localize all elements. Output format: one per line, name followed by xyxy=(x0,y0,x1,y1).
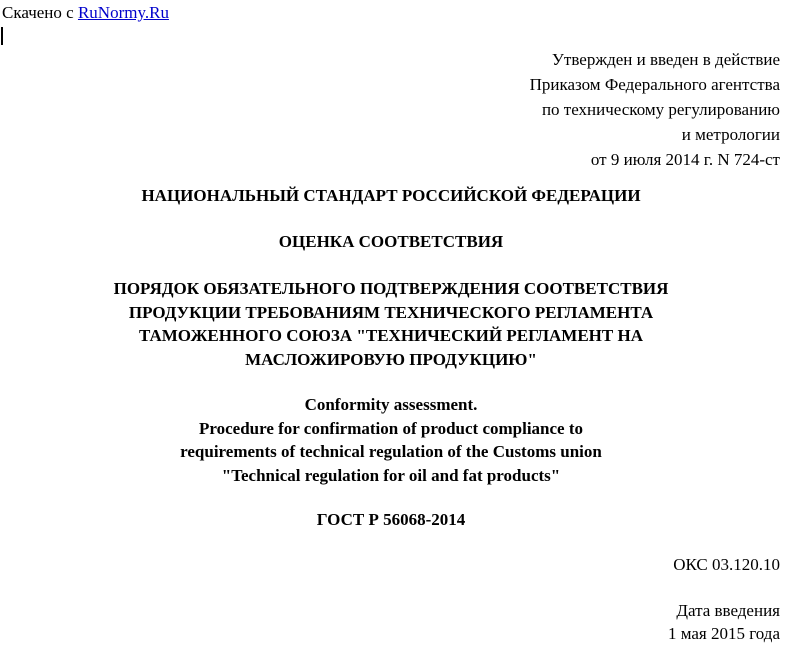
text-cursor xyxy=(1,27,3,45)
approval-line: Утвержден и введен в действие xyxy=(551,50,780,69)
assessment-text: ОЦЕНКА СООТВЕТСТВИЯ xyxy=(278,232,504,251)
introduction-label: Дата введения xyxy=(676,601,780,620)
oks-code: ОКС 03.120.10 xyxy=(673,555,780,574)
introduction-date-block xyxy=(668,599,780,645)
english-title xyxy=(0,393,782,487)
english-title-line: Conformity assessment. xyxy=(304,395,478,414)
approval-line: от 9 июля 2014 г. N 724-ст xyxy=(590,150,780,169)
introduction-date: 1 мая 2015 года xyxy=(667,624,780,643)
assessment-heading xyxy=(0,230,782,254)
main-title-line: ТАМОЖЕННОГО СОЮЗА "ТЕХНИЧЕСКИЙ РЕГЛАМЕНТ НА xyxy=(138,326,643,345)
main-title-line: ПОРЯДОК ОБЯЗАТЕЛЬНОГО ПОДТВЕРЖДЕНИЯ СООТВЕТСТВИЯ xyxy=(113,279,669,298)
approval-block xyxy=(530,47,780,172)
runormy-link[interactable]: RuNormy.Ru xyxy=(77,3,169,22)
gost-number xyxy=(0,508,782,532)
standard-type-text: НАЦИОНАЛЬНЫЙ СТАНДАРТ РОССИЙСКОЙ ФЕДЕРАЦИИ xyxy=(141,186,641,205)
english-title-line: "Technical regulation for oil and fat products" xyxy=(221,465,561,485)
main-title xyxy=(0,277,782,371)
standard-type-heading xyxy=(0,184,782,208)
approval-line: по техническому регулированию xyxy=(541,100,780,119)
source-prefix: Скачено с xyxy=(2,3,78,22)
main-title-line: ПРОДУКЦИИ ТРЕБОВАНИЯМ ТЕХНИЧЕСКОГО РЕГЛАМЕНТА xyxy=(128,302,654,322)
approval-line: и метрологии xyxy=(681,125,780,144)
english-title-line: requirements of technical regulation of the Customs union xyxy=(180,442,602,461)
approval-line: Приказом Федерального агентства xyxy=(529,75,780,94)
gost-number-text: ГОСТ Р 56068-2014 xyxy=(316,510,466,529)
main-title-line: МАСЛОЖИРОВУЮ ПРОДУКЦИЮ" xyxy=(245,349,537,369)
source-line xyxy=(2,3,169,23)
english-title-line: Procedure for confirmation of product compliance to xyxy=(198,418,584,438)
